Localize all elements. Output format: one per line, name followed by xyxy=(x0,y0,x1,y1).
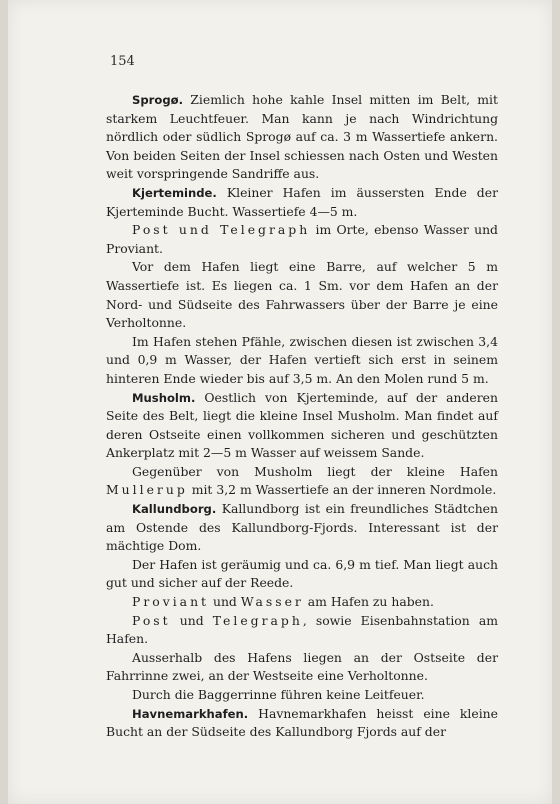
page-number: 154 xyxy=(110,54,135,69)
paragraph xyxy=(106,333,498,389)
page-text xyxy=(106,91,498,742)
paragraph xyxy=(106,389,498,463)
paragraph xyxy=(106,593,498,612)
paragraph-text: und xyxy=(170,612,213,628)
paragraph-text: Der Hafen ist geräumig und ca. 6,9 m tief. Man liegt auch gut und sicher auf der Reede. xyxy=(106,556,498,591)
paragraph-text: im Orte, ebenso Wasser und Proviant. xyxy=(106,222,498,256)
book-page xyxy=(8,0,552,804)
paragraph xyxy=(106,556,498,593)
spaced-term: Proviant xyxy=(132,594,210,610)
paragraph xyxy=(106,500,498,556)
entry-heading: Sprogø. xyxy=(132,93,184,107)
paragraph-text: Im Hafen stehen Pfähle, zwischen diesen ist zwischen 3,4 und 0,9 m Wasser, der Hafen vertieft sich erst in seinem hinteren Ende wieder bis auf 3,5 m. An den Molen rund 5 m. xyxy=(106,333,498,386)
spaced-term: Telegraph xyxy=(212,612,303,628)
entry-heading: Kallundborg. xyxy=(132,502,217,517)
paragraph-text: , sowie Eisenbahnstation am Hafen. xyxy=(106,612,498,647)
spaced-term: Post und Telegraph xyxy=(132,222,311,238)
spaced-term: Wasser xyxy=(240,594,304,610)
paragraph xyxy=(106,91,498,184)
paragraph-text: Havnemarkhafen heisst eine kleine Bucht an der Südseite des Kallundborg Fjords auf der xyxy=(106,705,498,740)
entry-heading: Havnemarkhafen. xyxy=(132,706,249,721)
paragraph xyxy=(106,221,498,258)
paragraph xyxy=(106,705,498,742)
paragraph-text: Ziemlich hohe kahle Insel mitten im Belt, mit starkem Leuchtfeuer. Man kann je nach Windrichtung nördlich oder südlich Sprogø auf ca. 3 m Wassertiefe ankern. Von beiden Seiten der Insel schiessen nach Osten und Westen weit vorspringende Sandriffe aus. xyxy=(106,92,498,182)
paragraph-text: Kallundborg ist ein freundliches Städtchen am Ostende des Kallundborg-Fjords. Interessant ist der mächtige Dom. xyxy=(106,501,498,554)
paragraph-text: Durch die Baggerrinne führen keine Leitfeuer. xyxy=(132,687,425,702)
paragraph-text: Kleiner Hafen im äussersten Ende der Kjerteminde Bucht. Wassertiefe 4—5 m. xyxy=(106,184,498,219)
paragraph xyxy=(106,612,498,649)
paragraph-text: Oestlich von Kjerteminde, auf der anderen Seite des Belt, liegt die kleine Insel Musholm. Man findet auf deren Ostseite einen vollkommen sicheren und geschützten Ankerplatz mit 2—5 m Wasser auf weissem Sande. xyxy=(106,389,498,461)
paragraph xyxy=(106,184,498,221)
paragraph xyxy=(106,258,498,332)
spaced-term: Post xyxy=(132,612,171,628)
paragraph xyxy=(106,463,498,500)
paragraph-text: Gegenüber von Musholm liegt der kleine Hafen xyxy=(132,463,498,479)
entry-heading: Musholm. xyxy=(132,390,196,405)
paragraph xyxy=(106,649,498,686)
paragraph xyxy=(106,686,498,705)
spaced-term: Mullerup xyxy=(106,482,188,498)
paragraph-text: mit 3,2 m Wassertiefe an der inneren Nordmole. xyxy=(187,482,497,498)
paragraph-text: Ausserhalb des Hafens liegen an der Ostseite der Fahrrinne zwei, an der Westseite eine Verholtonne. xyxy=(106,649,498,684)
paragraph-text: am Hafen zu haben. xyxy=(303,594,434,610)
paragraph-text: Vor dem Hafen liegt eine Barre, auf welcher 5 m Wassertiefe ist. Es liegen ca. 1 Sm. vor dem Hafen an der Nord- und Südseite des Fahrwassers über der Barre je eine Verholtonne. xyxy=(106,259,498,331)
paragraph-text: und xyxy=(209,594,241,610)
entry-heading: Kjerteminde. xyxy=(132,185,217,200)
